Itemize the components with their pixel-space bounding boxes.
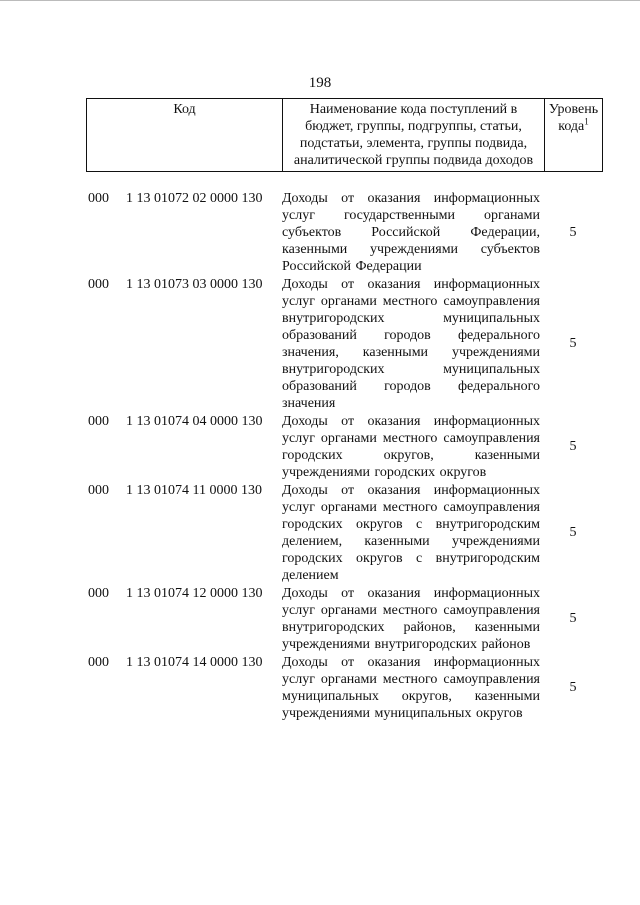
row-admin-code: 000	[88, 277, 109, 292]
header-code: Код	[87, 99, 283, 172]
row-level: 5	[569, 611, 577, 626]
row-description: Доходы от оказания информационных услуг органами местного самоуправления внутригородских районов, казенными учреждениями внутригородских районов	[282, 586, 540, 652]
row-description: Доходы от оказания информационных услуг органами местного самоуправления муниципальных округов, казенными учреждениями муниципальных округов	[282, 655, 540, 721]
header-level-footnote: 1	[584, 116, 589, 127]
table-row	[86, 413, 602, 481]
row-level: 5	[569, 336, 577, 351]
row-level: 5	[569, 224, 577, 240]
row-admin-code: 000	[88, 483, 109, 498]
row-level: 5	[569, 525, 577, 540]
row-description: Доходы от оказания информационных услуг органами местного самоуправления городских округов с внутригородским делением, казенными учреждениями городских округов с внутригородским делением	[282, 483, 540, 583]
table-row	[86, 585, 602, 653]
row-admin-code: 000	[88, 414, 109, 429]
page-edge-line	[0, 0, 640, 1]
row-income-code: 1 13 01074 11 0000 130	[126, 483, 262, 498]
row-income-code: 1 13 01073 03 0000 130	[126, 277, 263, 292]
page-number: 198	[308, 75, 332, 91]
row-level: 5	[569, 439, 577, 454]
row-description: Доходы от оказания информационных услуг органами местного самоуправления внутригородских муниципальных образований городов федерального значения, казенными учреждениями внутригородских муниципальных образований городов федерального значения	[282, 277, 540, 411]
row-income-code: 1 13 01074 04 0000 130	[126, 414, 263, 429]
row-description: Доходы от оказания информационных услуг органами местного самоуправления городских округов, казенными учреждениями городских округов	[282, 414, 540, 480]
row-admin-code: 000	[88, 586, 109, 601]
header-level-label: Уровень кода	[548, 102, 599, 134]
row-description: Доходы от оказания информационных услуг государственными органами субъектов Российской Федерации, казенными учреждениями субъектов Российской Федерации	[282, 191, 540, 274]
row-admin-code: 000	[88, 191, 109, 206]
table-row	[86, 276, 602, 412]
row-income-code: 1 13 01072 02 0000 130	[126, 191, 263, 206]
header-name: Наименование кода поступлений в бюджет, группы, подгруппы, статьи, подстатьи, элемента, группы подвида, аналитической группы подвида доходов	[283, 99, 545, 172]
header-level	[545, 99, 603, 172]
table-body	[86, 190, 602, 723]
table-row	[86, 190, 602, 275]
row-income-code: 1 13 01074 12 0000 130	[126, 586, 263, 601]
table-row	[86, 482, 602, 584]
row-income-code: 1 13 01074 14 0000 130	[126, 655, 263, 670]
table-header	[86, 98, 603, 172]
table-row	[86, 654, 602, 722]
row-admin-code: 000	[88, 655, 109, 670]
row-level: 5	[569, 680, 577, 695]
